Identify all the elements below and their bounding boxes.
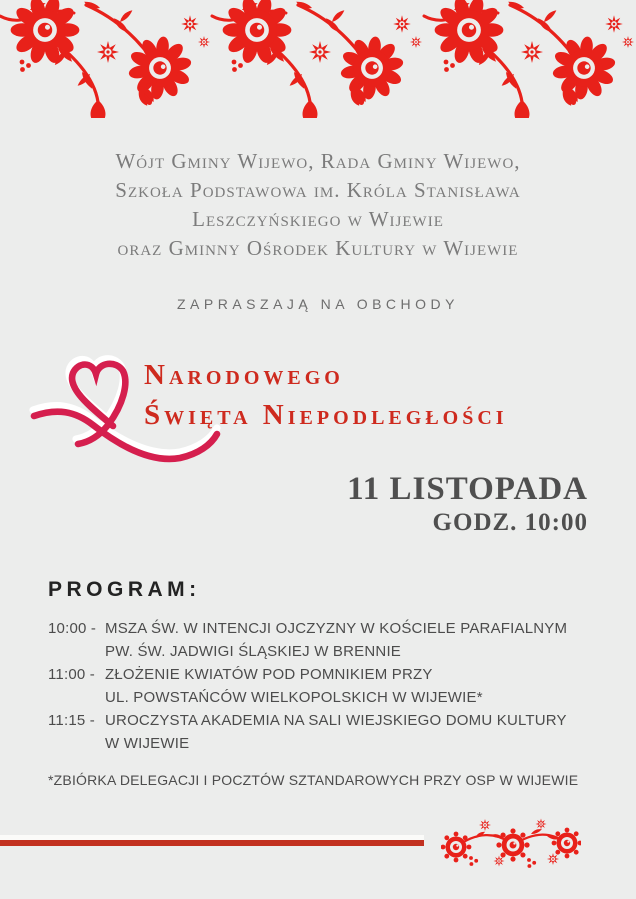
program-item-line: PW. ŚW. JADWIGI ŚLĄSKIEJ W BRENNIE xyxy=(105,643,402,660)
event-date: 11 LISTOPADA xyxy=(347,471,588,507)
program-item xyxy=(48,663,596,709)
organizer-line: Wójt Gminy Wijewo, Rada Gminy Wijewo, xyxy=(115,149,521,173)
organizer-line: oraz Gminny Ośrodek Kultury w Wijewie xyxy=(117,236,519,260)
program-item-text xyxy=(105,663,596,709)
event-title xyxy=(144,355,508,435)
event-time: GODZ. 10:00 xyxy=(432,509,588,536)
event-title-line-2: Święta Niepodległości xyxy=(144,399,508,431)
invitation-line: ZAPRASZAJĄ NA OBCHODY xyxy=(177,296,459,312)
program-item xyxy=(48,709,596,755)
organizers-text xyxy=(0,147,636,263)
event-title-line-1: Narodowego xyxy=(144,359,344,391)
program-item-line: W WIJEWIE xyxy=(105,735,190,752)
flag-stripe-red-bar xyxy=(0,840,424,846)
program-item-time: 10:00 - xyxy=(48,620,97,637)
program-heading: PROGRAM: xyxy=(48,578,201,601)
folk-floral-cluster-icon xyxy=(441,816,581,870)
organizer-line: Szkoła Podstawowa im. Króla Stanisława xyxy=(115,178,521,202)
program-item-text xyxy=(105,709,596,755)
program-item-line: UROCZYSTA AKADEMIA NA SALI WIEJSKIEGO DOMU KULTURY xyxy=(105,712,567,729)
folk-floral-border-icon xyxy=(0,0,636,118)
program-item xyxy=(48,617,596,663)
program-list xyxy=(48,617,596,755)
program-item-line: MSZA ŚW. W INTENCJI OJCZYZNY W KOŚCIELE PARAFIALNYM xyxy=(105,620,568,637)
program-item-time: 11:15 - xyxy=(48,712,95,729)
program-item-time: 11:00 - xyxy=(48,666,95,683)
program-item-text xyxy=(105,617,596,663)
footnote: *ZBIÓRKA DELEGACJI I POCZTÓW SZTANDAROWYCH PRZY OSP W WIJEWIE xyxy=(48,772,579,788)
organizer-line: Leszczyńskiego w Wijewie xyxy=(192,207,444,231)
program-item-line: UL. POWSTAŃCÓW WIELKOPOLSKICH W WIJEWIE* xyxy=(105,689,483,706)
event-date-block xyxy=(347,469,588,537)
program-item-line: ZŁOŻENIE KWIATÓW POD POMNIKIEM PRZY xyxy=(105,666,433,683)
